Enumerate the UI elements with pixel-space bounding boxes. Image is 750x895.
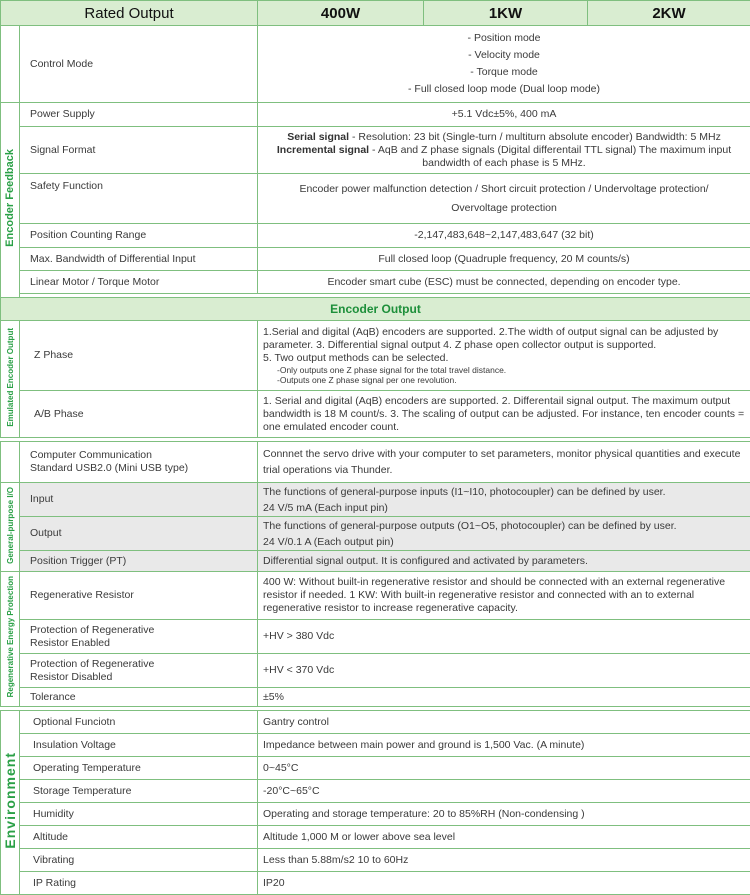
encoder-feedback-label: Encoder Feedback xyxy=(1,103,20,298)
prot-disabled-label: Protection of Regenerative Resistor Disabled xyxy=(20,654,258,688)
z-phase-value: 1.Serial and digital (AqB) encoders are supported. 2.The width of output signal can be adjusted by parameter. 3. Differential signal output 4. Z phase open collector output is supported. 5. Two output methods can be selected. -Only outputs one Z phase signal for the total travel distance. -Outputs one Z phase signal per one revolution. xyxy=(258,321,750,391)
env-row-7 xyxy=(1,872,750,895)
env-label-vibrating: Vibrating xyxy=(20,849,258,872)
linear-motor-value: Encoder smart cube (ESC) must be connected, depending on encoder type. xyxy=(258,271,750,294)
row-communication xyxy=(1,442,750,483)
env-value-storage-temp: -20°C~65°C xyxy=(258,780,750,803)
row-control-mode xyxy=(1,26,750,103)
position-counting-label: Position Counting Range xyxy=(20,224,258,248)
bandwidth-label: Max. Bandwidth of Differential Input xyxy=(20,248,258,271)
signal-format-value: Serial signal - Resolution: 23 bit (Single-turn / multiturn absolute encoder) Bandwidth: 5 MHz Incremental signal - AqB and Z phase signals (Digital differentail TTL signal) The maximum input bandwidth of each phase is 5 MHz. xyxy=(258,127,750,174)
col-1kw: 1KW xyxy=(424,1,588,26)
env-label-operating-temp: Operating Temperature xyxy=(20,757,258,780)
bandwidth-value: Full closed loop (Quadruple frequency, 20 M counts/s) xyxy=(258,248,750,271)
row-bandwidth xyxy=(1,248,750,271)
encoder-output-header: Encoder Output xyxy=(1,298,750,321)
ab-phase-value: 1. Serial and digital (AqB) encoders are supported. 2. Differentail signal output. The maximum output bandwidth is 18 M count/s. 3. The scaling of output can be adjusted. For instance, ten encoder counts = one emulated encoder count. xyxy=(258,391,750,438)
col-400w: 400W xyxy=(258,1,424,26)
env-row-2 xyxy=(1,757,750,780)
env-value-optional: Gantry control xyxy=(258,711,750,734)
output-value: The functions of general-purpose outputs (O1~O5, photocoupler) can be defined by user. 24 V/0.1 A (Each output pin) xyxy=(258,517,750,551)
input-label: Input xyxy=(20,483,258,517)
row-position-counting xyxy=(1,224,750,248)
header-row xyxy=(1,1,750,26)
env-label-insulation: Insulation Voltage xyxy=(20,734,258,757)
env-value-altitude: Altitude 1,000 M or lower above sea level xyxy=(258,826,750,849)
signal-format-label: Signal Format xyxy=(20,127,258,174)
communication-label: Computer Communication Standard USB2.0 (Mini USB type) xyxy=(20,442,258,483)
prot-enabled-label: Protection of Regenerative Resistor Enabled xyxy=(20,620,258,654)
safety-value: Encoder power malfunction detection / Short circuit protection / Undervoltage protection/ Overvoltage protection xyxy=(258,174,750,224)
row-z-phase xyxy=(1,321,750,391)
row-output xyxy=(1,517,750,551)
position-counting-value: -2,147,483,648~2,147,483,647 (32 bit) xyxy=(258,224,750,248)
row-input xyxy=(1,483,750,517)
input-value: The functions of general-purpose inputs (I1~I10, photocoupler) can be defined by user. 24 V/5 mA (Each input pin) xyxy=(258,483,750,517)
power-supply-value: +5.1 Vdc±5%, 400 mA xyxy=(258,103,750,127)
row-safety xyxy=(1,174,750,224)
row-linear-motor xyxy=(1,271,750,294)
power-supply-label: Power Supply xyxy=(20,103,258,127)
row-ab-phase xyxy=(1,391,750,438)
tolerance-label: Tolerance xyxy=(20,688,258,707)
env-label-optional: Optional Funciotn xyxy=(20,711,258,734)
env-value-vibrating: Less than 5.88m/s2 10 to 60Hz xyxy=(258,849,750,872)
control-mode-value: - Position mode - Velocity mode - Torque mode - Full closed loop mode (Dual loop mode) xyxy=(258,26,750,103)
tolerance-value: ±5% xyxy=(258,688,750,707)
env-label-humidity: Humidity xyxy=(20,803,258,826)
emulated-encoder-label: Emulated Encoder Output xyxy=(1,321,20,438)
rated-output-label: Rated Output xyxy=(1,1,258,26)
gp-io-label: General-purpose I/O xyxy=(1,483,20,572)
row-signal-format xyxy=(1,127,750,174)
env-label-altitude: Altitude xyxy=(20,826,258,849)
env-label-storage-temp: Storage Temperature xyxy=(20,780,258,803)
z-phase-label: Z Phase xyxy=(20,321,258,391)
regen-resistor-value: 400 W: Without built-in regenerative resistor and should be connected with an external regenerative resistor if needed. 1 KW: With built-in regenerative resistor and connected with an to external regenerative resistor to increase regenerative capacity. xyxy=(258,572,750,620)
env-row-4 xyxy=(1,803,750,826)
row-regen-resistor xyxy=(1,572,750,620)
row-prot-enabled xyxy=(1,620,750,654)
env-value-humidity: Operating and storage temperature: 20 to 85%RH (Non-condensing ) xyxy=(258,803,750,826)
row-power-supply xyxy=(1,103,750,127)
environment-label: Environment xyxy=(1,711,20,895)
prot-enabled-value: +HV > 380 Vdc xyxy=(258,620,750,654)
env-row-0 xyxy=(1,711,750,734)
col-2kw: 2KW xyxy=(588,1,750,26)
regen-resistor-label: Regenerative Resistor xyxy=(20,572,258,620)
env-row-6 xyxy=(1,849,750,872)
env-row-1 xyxy=(1,734,750,757)
env-row-3 xyxy=(1,780,750,803)
env-value-operating-temp: 0~45°C xyxy=(258,757,750,780)
env-label-ip-rating: IP Rating xyxy=(20,872,258,895)
env-row-5 xyxy=(1,826,750,849)
safety-label: Safety Function xyxy=(20,174,258,224)
linear-motor-label: Linear Motor / Torque Motor xyxy=(20,271,258,294)
env-value-ip-rating: IP20 xyxy=(258,872,750,895)
ab-phase-label: A/B Phase xyxy=(20,391,258,438)
communication-value: Connnet the servo drive with your computer to set parameters, monitor physical quantities and execute trial operations via Thunder. xyxy=(258,442,750,483)
prot-disabled-value: +HV < 370 Vdc xyxy=(258,654,750,688)
row-prot-disabled xyxy=(1,654,750,688)
control-mode-label: Control Mode xyxy=(20,26,258,103)
row-tolerance xyxy=(1,688,750,707)
env-value-insulation: Impedance between main power and ground is 1,500 Vac. (A minute) xyxy=(258,734,750,757)
regen-protection-label: Regenerative Energy Protection xyxy=(1,572,20,707)
trigger-value: Differential signal output. It is configured and activated by parameters. xyxy=(258,551,750,572)
row-trigger xyxy=(1,551,750,572)
trigger-label: Position Trigger (PT) xyxy=(20,551,258,572)
output-label: Output xyxy=(20,517,258,551)
